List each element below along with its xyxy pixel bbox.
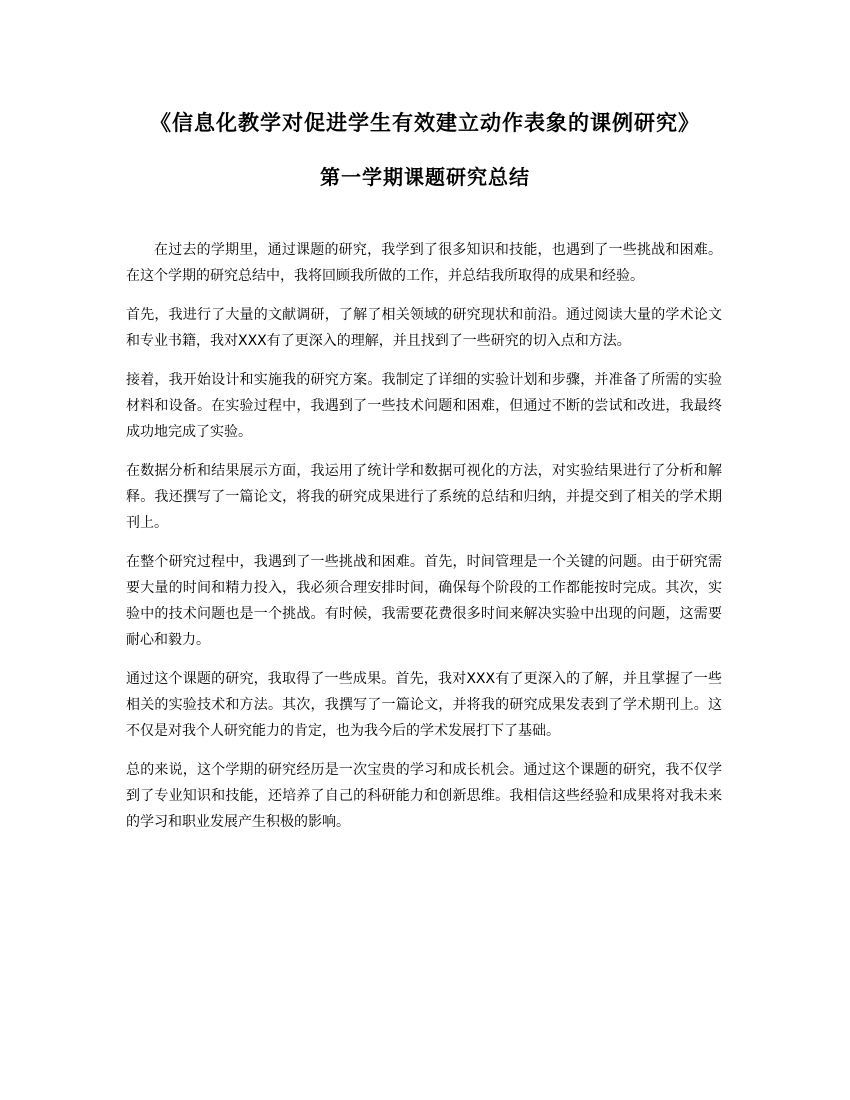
paragraph-data-analysis: 在数据分析和结果展示方面，我运用了统计学和数据可视化的方法，对实验结果进行了分析和解释。我还撰写了一篇论文，将我的研究成果进行了系统的总结和归纳，并提交到了相关的学术期刊上。	[126, 463, 722, 531]
paragraph-intro: 在过去的学期里，通过课题的研究，我学到了很多知识和技能，也遇到了一些挑战和困难。在这个学期的研究总结中，我将回顾我所做的工作，并总结我所取得的成果和经验。	[126, 242, 722, 284]
document-body	[126, 237, 722, 848]
paragraph-literature-review: 首先，我进行了大量的文献调研，了解了相关领域的研究现状和前沿。通过阅读大量的学术论文和专业书籍，我对XXX有了更深入的理解，并且找到了一些研究的切入点和方法。	[126, 307, 722, 349]
paragraph-achievements: 通过这个课题的研究，我取得了一些成果。首先，我对XXX有了更深入的了解，并且掌握了一些相关的实验技术和方法。其次，我撰写了一篇论文，并将我的研究成果发表到了学术期刊上。这不仅是对我个人研究能力的肯定，也为我今后的学术发展打下了基础。	[126, 671, 722, 739]
paragraph-research-design: 接着，我开始设计和实施我的研究方案。我制定了详细的实验计划和步骤，并准备了所需的实验材料和设备。在实验过程中，我遇到了一些技术问题和困难，但通过不断的尝试和改进，我最终成功地完成了实验。	[126, 372, 722, 440]
paragraph-challenges: 在整个研究过程中，我遇到了一些挑战和困难。首先，时间管理是一个关键的问题。由于研究需要大量的时间和精力投入，我必须合理安排时间，确保每个阶段的工作都能按时完成。其次，实验中的技术问题也是一个挑战。有时候，我需要花费很多时间来解决实验中出现的问题，这需要耐心和毅力。	[126, 554, 722, 648]
paragraph-conclusion: 总的来说，这个学期的研究经历是一次宝贵的学习和成长机会。通过这个课题的研究，我不仅学到了专业知识和技能，还培养了自己的科研能力和创新思维。我相信这些经验和成果将对我未来的学习和职业发展产生积极的影响。	[126, 762, 722, 830]
document-title: 《信息化教学对促进学生有效建立动作表象的课例研究》	[150, 110, 700, 135]
document-subtitle: 第一学期课题研究总结	[320, 165, 530, 189]
